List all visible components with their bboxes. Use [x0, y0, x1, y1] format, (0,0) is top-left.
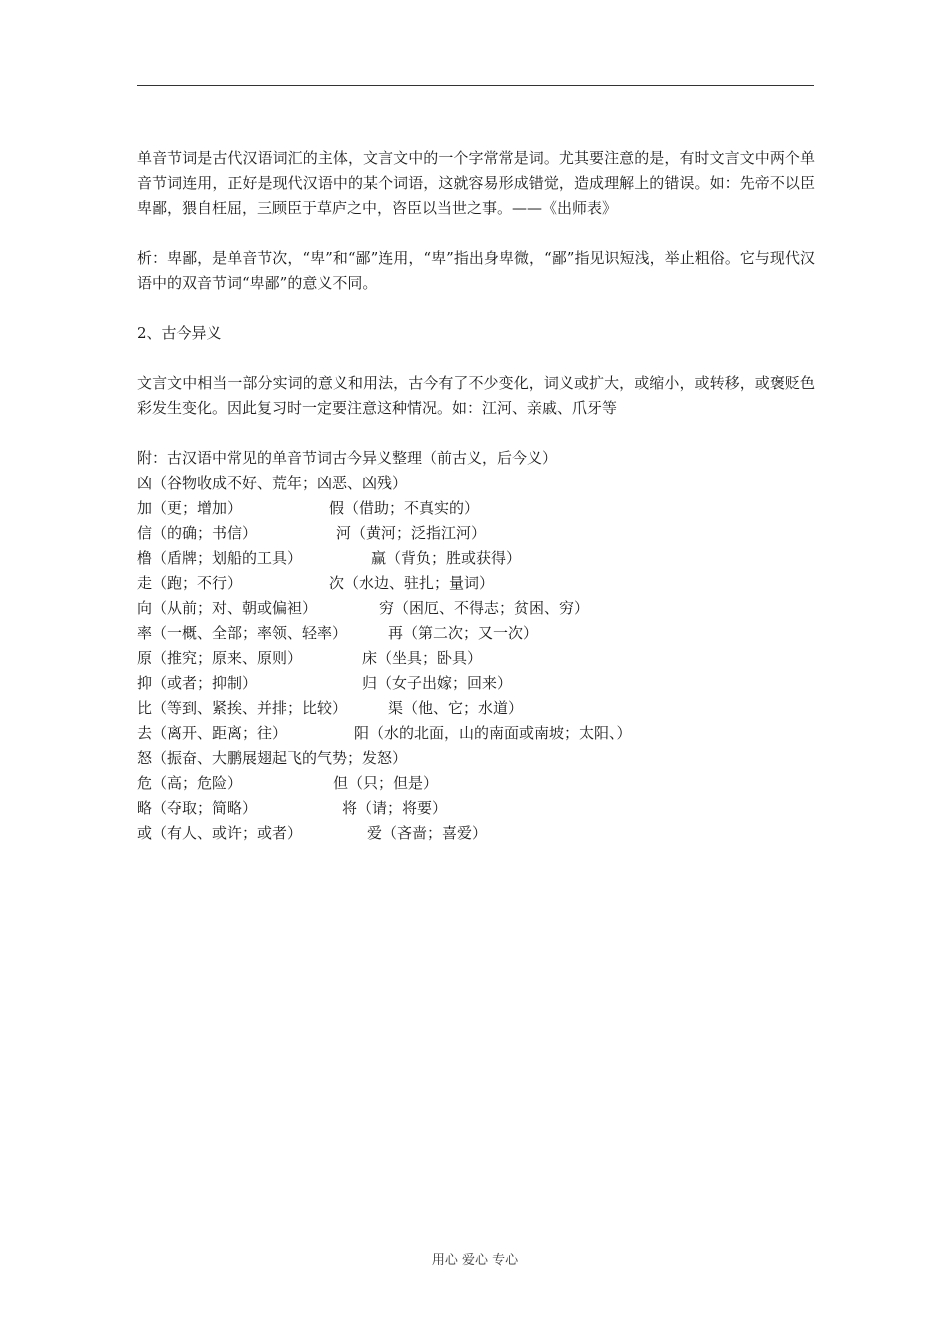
header-rule: [137, 85, 814, 86]
entry-row: [137, 596, 815, 621]
entry-row: [137, 771, 815, 796]
entry-left: 略（夺取；简略）: [137, 799, 258, 817]
entry-left: 凶（谷物收成不好、荒年；凶恶、凶残）: [137, 474, 408, 492]
entry-right: 阳（水的北面，山的南面或南坡；太阳、）: [354, 724, 632, 742]
entry-right: 渠（他、它；水道）: [388, 699, 524, 717]
entry-row: [137, 521, 815, 546]
entry-row: [137, 546, 815, 571]
entry-left: 比（等到、紧挨、并排；比较）: [137, 699, 348, 717]
entry-row: [137, 471, 815, 496]
entry-row: [137, 496, 815, 521]
entry-left: 或（有人、或许；或者）: [137, 824, 303, 842]
entry-right: 爱（吝啬；喜爱）: [367, 824, 488, 842]
entry-row: [137, 796, 815, 821]
entry-right: 假（借助；不真实的）: [329, 499, 480, 517]
entry-right: 赢（背负；胜或获得）: [371, 549, 522, 567]
entry-left: 加（更；增加）: [137, 499, 243, 517]
entry-row: [137, 746, 815, 771]
section-heading: 2、古今异义: [137, 324, 222, 342]
page-footer: 用心 爱心 专心: [431, 1253, 519, 1268]
document-body: [137, 146, 815, 846]
entry-right: 次（水边、驻扎；量词）: [329, 574, 495, 592]
entry-right: 归（女子出嫁；回来）: [362, 674, 513, 692]
paragraph-explanation: 文言文中相当一部分实词的意义和用法，古今有了不少变化，词义或扩大，或缩小，或转移，或褒贬色彩发生变化。因此复习时一定要注意这种情况。如：江河、亲戚、爪牙等: [137, 374, 815, 417]
entry-right: 床（坐具；卧具）: [362, 649, 483, 667]
entry-row: [137, 646, 815, 671]
entry-row: [137, 571, 815, 596]
entry-left: 向（从前；对、朝或偏袒）: [137, 599, 318, 617]
entry-right: 再（第二次；又一次）: [388, 624, 539, 642]
entry-left: 走（跑；不行）: [137, 574, 243, 592]
entry-left: 危（高；危险）: [137, 774, 243, 792]
paragraph-appendix-title: 附：古汉语中常见的单音节词古今异义整理（前古义，后今义）: [137, 449, 558, 467]
entry-left: 原（推究；原来、原则）: [137, 649, 303, 667]
entry-row: [137, 821, 815, 846]
entry-right: 穷（困厄、不得志；贫困、穷）: [379, 599, 590, 617]
entry-row: [137, 621, 815, 646]
entry-left: 抑（或者；抑制）: [137, 674, 258, 692]
entry-left: 去（离开、距离；往）: [137, 724, 288, 742]
entry-right: 河（黄河；泛指江河）: [336, 524, 487, 542]
entry-left: 率（一概、全部；率领、轻率）: [137, 624, 348, 642]
entry-row: [137, 721, 815, 746]
entry-row: [137, 671, 815, 696]
entry-row: [137, 696, 815, 721]
entry-left: 怒（振奋、大鹏展翅起飞的气势；发怒）: [137, 749, 408, 767]
paragraph-intro: 单音节词是古代汉语词汇的主体，文言文中的一个字常常是词。尤其要注意的是，有时文言文中两个单音节词连用，正好是现代汉语中的某个词语，这就容易形成错觉，造成理解上的错误。如：先帝不以臣卑鄙，猥自枉屈，三顾臣于草庐之中，咨臣以当世之事。——《出师表》: [137, 149, 815, 217]
entry-right: 将（请；将要）: [342, 799, 448, 817]
paragraph-analysis: 析：卑鄙，是单音节次，“卑”和“鄙”连用，“卑”指出身卑微，“鄙”指见识短浅，举止粗俗。它与现代汉语中的双音节词“卑鄙”的意义不同。: [137, 249, 815, 292]
entry-right: 但（只；但是）: [333, 774, 439, 792]
entry-left: 信（的确；书信）: [137, 524, 258, 542]
entry-left: 橹（盾牌；划船的工具）: [137, 549, 303, 567]
